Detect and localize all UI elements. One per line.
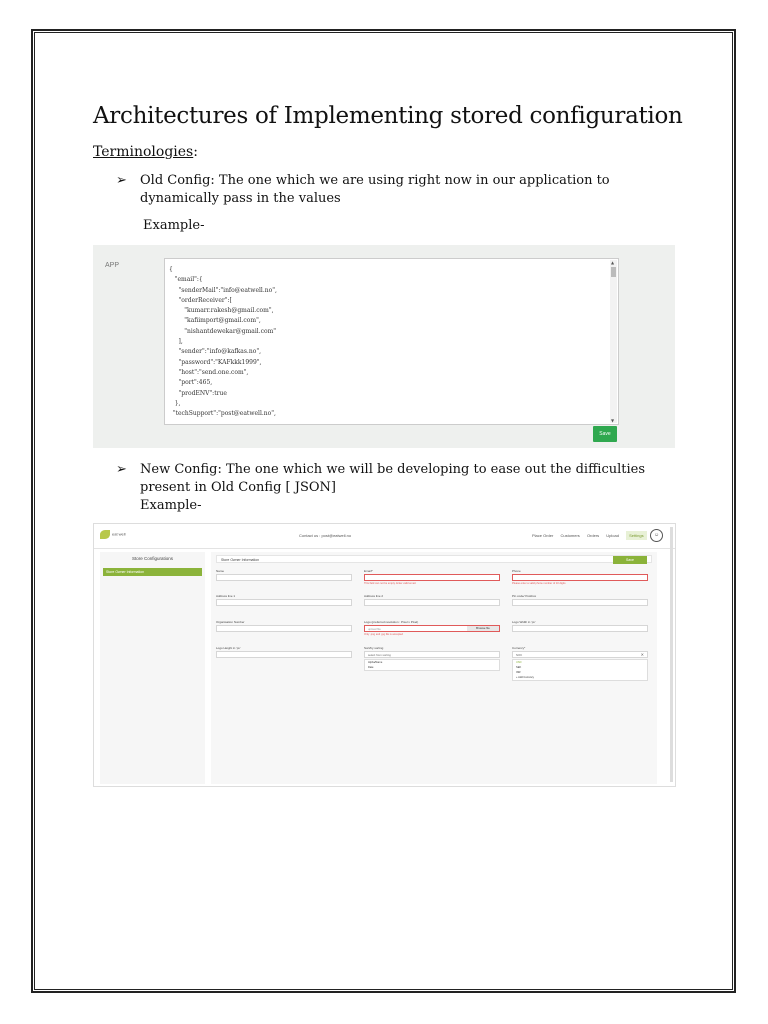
terminologies-heading <box>93 144 198 160</box>
phone-label: Phone <box>512 569 521 573</box>
currency-option[interactable]: INR <box>516 671 521 674</box>
browse-file-button[interactable]: Browse file <box>467 626 499 631</box>
new-config-screenshot <box>93 523 676 787</box>
sorting-placeholder: select from sorting <box>368 653 391 657</box>
settings-sidebar <box>100 552 205 784</box>
currency-option[interactable]: SEK <box>516 666 522 669</box>
main-nav <box>532 533 653 538</box>
sidebar-title: Store Configurations <box>131 556 174 561</box>
currency-value: NOK <box>516 653 523 657</box>
org-input[interactable] <box>216 625 352 632</box>
sorting-dropdown <box>364 659 500 671</box>
new-config-text: New Config: The one which we will be developing to ease out the difficulties present in Old Config [ JSON] <box>140 462 646 495</box>
sidebar-item-store-owner[interactable]: Store Owner Information <box>103 568 202 576</box>
logo-error: Only .png and .jpg file is accepted <box>364 633 403 636</box>
address2-input[interactable] <box>364 599 500 606</box>
nav-customers[interactable]: Customers <box>560 533 580 538</box>
settings-form <box>211 552 657 784</box>
logo-width-input[interactable] <box>512 625 648 632</box>
address1-label: Address line 1 <box>216 594 236 598</box>
phone-input[interactable] <box>512 574 648 581</box>
email-error: This field can not be empty. Enter valid email. <box>364 582 417 585</box>
pincode-label: Pin code/ Postbox <box>512 594 537 598</box>
bullet-arrow-icon: ➢ <box>116 462 127 477</box>
json-textarea[interactable] <box>164 258 619 425</box>
contact-text: Contact us : post@eatwell.no <box>299 533 352 538</box>
json-scrollbar[interactable] <box>610 260 617 423</box>
pincode-input[interactable] <box>512 599 648 606</box>
logo-height-input[interactable] <box>216 651 352 658</box>
old-example-label: Example- <box>143 218 205 233</box>
sorting-label: Sort/by sorting <box>364 646 384 650</box>
address2-label: Address line 2 <box>364 594 384 598</box>
logo-width-label: Logo Width in 'px' <box>512 620 536 624</box>
scroll-down-icon[interactable]: ▼ <box>611 418 615 423</box>
currency-dropdown <box>512 659 648 681</box>
nav-place-order[interactable]: Place Order <box>532 533 554 538</box>
currency-label: Currency* <box>512 646 526 650</box>
name-label: Name <box>216 569 225 573</box>
add-currency-option[interactable]: + Add Currency <box>516 676 534 679</box>
top-navbar <box>94 524 675 549</box>
scroll-up-icon[interactable]: ▲ <box>611 260 615 265</box>
logo-text: eat well <box>112 531 126 537</box>
new-example-label: Example- <box>140 498 202 513</box>
old-config-text: Old Config: The one which we are using right now in our application to dynamically pass in the values <box>140 173 610 206</box>
save-button[interactable]: Save <box>593 426 617 442</box>
address1-input[interactable] <box>216 599 352 606</box>
app-label: APP <box>105 262 120 269</box>
currency-option[interactable]: USD <box>516 661 522 664</box>
old-config-screenshot <box>93 245 675 448</box>
logo-placeholder: upload file <box>368 627 381 631</box>
email-label: Email* <box>364 569 373 573</box>
terminologies-colon: : <box>193 144 198 160</box>
sorting-select[interactable] <box>364 651 500 658</box>
user-icon[interactable]: ☺ <box>650 529 663 542</box>
name-input[interactable] <box>216 574 352 581</box>
phone-error: Please enter a valid phone number of 10 digits <box>512 582 566 585</box>
terminologies-label: Terminologies <box>93 144 194 160</box>
currency-select[interactable] <box>512 651 648 658</box>
org-label: Organisation Number <box>216 620 245 624</box>
bullet-arrow-icon: ➢ <box>116 173 127 188</box>
nav-settings[interactable]: Settings <box>626 531 646 540</box>
logo[interactable] <box>100 530 126 539</box>
logo-file-input[interactable] <box>364 625 500 632</box>
leaf-logo-icon <box>100 530 110 539</box>
save-button[interactable]: Save <box>613 556 647 564</box>
logo-label: Logo (preferred resolution : Pixel x Pixel) <box>364 620 419 624</box>
nav-orders[interactable]: Orders <box>586 533 600 538</box>
nav-upload[interactable]: Upload <box>606 533 619 538</box>
scroll-thumb[interactable] <box>611 267 616 277</box>
json-content: { "email":{ "senderMail":"info@eatwell.no", "orderReceiver":[ "kumarr.rakesh@gmail.com", "kafiimport@gmail.com", "nishantdewekar@gmail.com" ], "sender":"info@kafkas.no", "password":"KAFkkk1999", "host":"send.one.com", "port":465, "prodENV":true }, "techSupport":"post@eatwell.no", <box>169 266 277 418</box>
document-title: Architectures of Implementing stored configuration <box>93 103 683 130</box>
email-input[interactable] <box>364 574 500 581</box>
clear-icon[interactable]: ✕ <box>640 652 644 657</box>
page-scrollbar[interactable] <box>670 527 673 782</box>
logo-height-label: Logo Height in 'px' <box>216 646 241 650</box>
sorting-option[interactable]: Alpha/Name <box>368 661 383 664</box>
section-header: Store Owner Information <box>216 555 652 563</box>
sorting-option[interactable]: Date <box>368 666 374 669</box>
